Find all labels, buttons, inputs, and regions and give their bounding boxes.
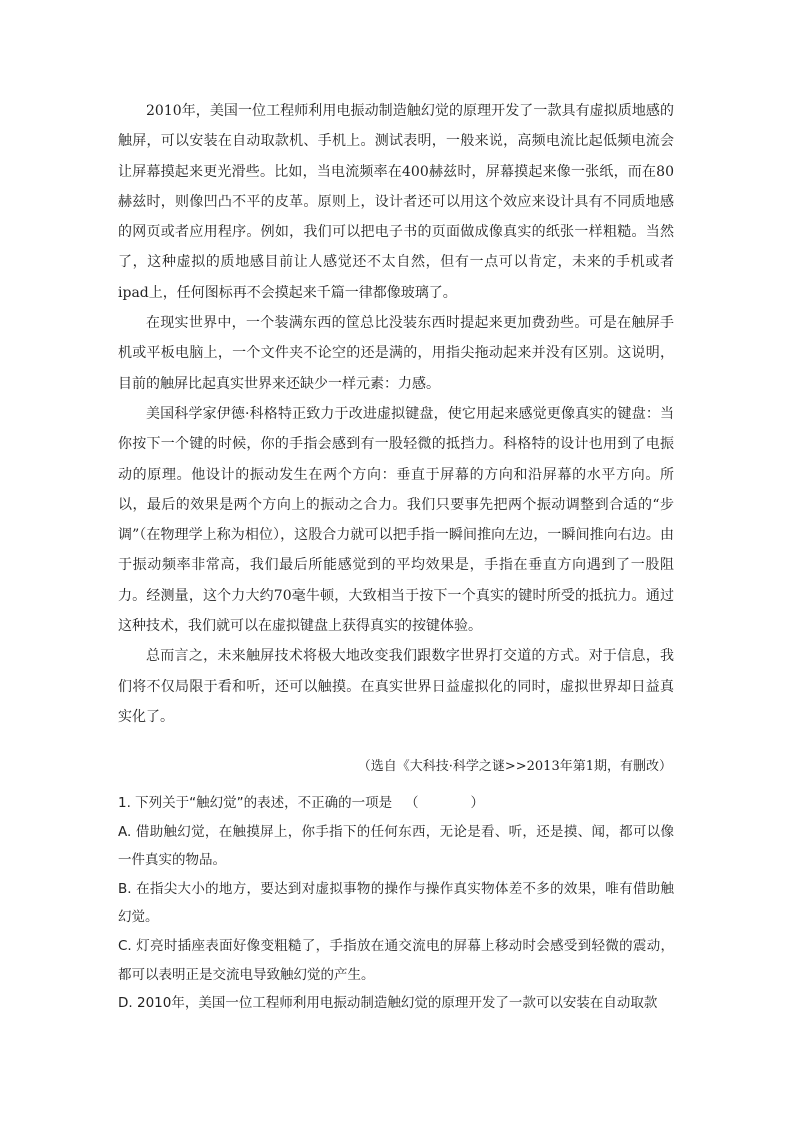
source-citation: （选自《大科技·科学之谜>>2013年第1期，有删改） — [357, 759, 672, 774]
paragraph-1: 2010年，美国一位工程师利用电振动制造触幻觉的原理开发了一款具有虚拟质地感的触屏，可以安装在自动取款机、手机上。测试表明，一般来说，高频电流比起低频电流会让屏幕摸起来更光滑些。比如，当电流频率在400赫兹时，屏幕摸起来像一张纸，而在80赫兹时，则像凹凸不平的皮革。原则上，设计者还可以用这个效应来设计具有不同质地感的网页或者应用程序。例如，我们可以把电子书的页面做成像真实的纸张一样粗糙。当然了，这种虚拟的质地感目前让人感觉还不太自然，但有一点可以肯定，未来的手机或者ipad上，任何图标再不会摸起来千篇一律都像玻璃了。 — [118, 103, 674, 301]
option-c: C. 灯亮时插座表面好像变粗糙了，手指放在通交流电的屏幕上移动时会感受到轻微的震动，都可以表明正是交流电导致触幻觉的产生。 — [118, 937, 674, 983]
answer-bracket-open: （ — [405, 795, 419, 811]
paragraph-4: 总而言之，未来触屏技术将极大地改变我们跟数字世界打交道的方式。对于信息，我们将不仅局限于看和听，还可以触摸。在真实世界日益虚拟化的同时，虚拟世界却日益真实化了。 — [118, 648, 674, 725]
option-d: D. 2010年，美国一位工程师利用电振动制造触幻觉的原理开发了一款可以安装在自动取款 — [118, 995, 658, 1012]
paragraph-3: 美国科学家伊德·科格特正致力于改进虚拟键盘，使它用起来感觉更像真实的键盘：当你按下一个键的时候，你的手指会感到有一股轻微的抵挡力。科格特的设计也用到了电振动的原理。他设计的振动发生在两个方向：垂直于屏幕的方向和沿屏幕的水平方向。所以，最后的效果是两个方向上的振动之合力。我们只要事先把两个振动调整到合适的“步调”（在物理学上称为相位），这股合力就可以把手指一瞬间推向左边，一瞬间推向右边。由于振动频率非常高，我们最后所能感觉到的平均效果是，手指在垂直方向遇到了一股阻力。经测量，这个力大约70毫牛顿，大致相当于按下一个真实的键时所受的抵抗力。通过这种技术，我们就可以在虚拟键盘上获得真实的按键体验。 — [118, 405, 674, 635]
question-stem-text: 1. 下列关于“触幻觉”的表述，不正确的一项是 — [118, 795, 393, 811]
option-b: B. 在指尖大小的地方，要达到对虚拟事物的操作与操作真实物体差不多的效果，唯有借助触幻觉。 — [118, 880, 674, 926]
passage — [118, 96, 674, 732]
option-a: A. 借助触幻觉，在触摸屏上，你手指下的任何东西，无论是看、听，还是摸、闻，都可以像一件真实的物品。 — [118, 823, 674, 869]
paragraph-2: 在现实世界中，一个装满东西的筐总比没装东西时提起来更加费劲些。可是在触屏手机或平板电脑上，一个文件夹不论空的还是满的，用指尖拖动起来并没有区别。这说明，目前的触屏比起真实世界来还缺少一样元素：力感。 — [118, 315, 674, 392]
question-stem — [118, 789, 674, 818]
answer-bracket-close: ） — [470, 795, 485, 811]
question-1 — [118, 789, 674, 1018]
